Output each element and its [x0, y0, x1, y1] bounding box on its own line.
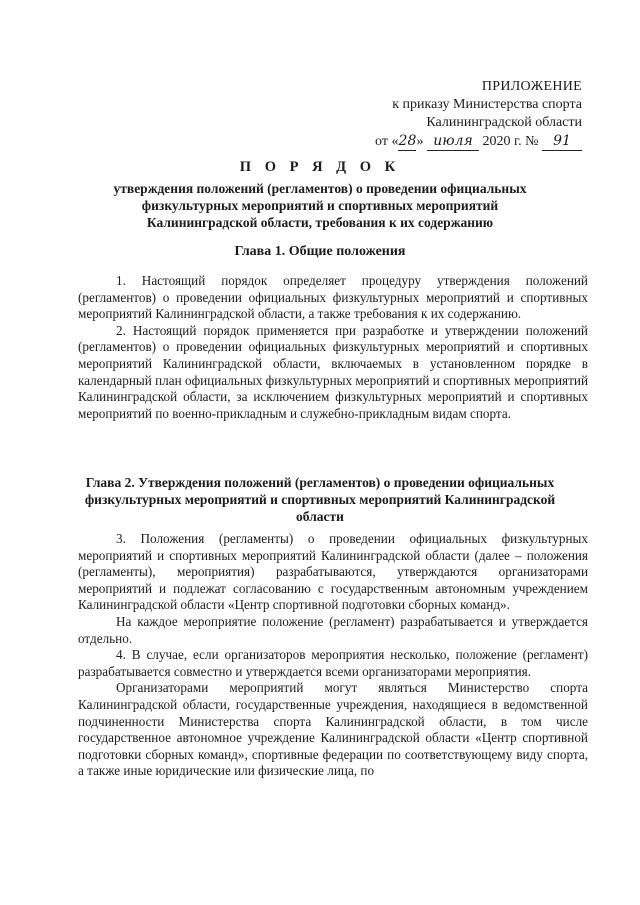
paragraph: 4. В случае, если организаторов мероприятия несколько, положение (регламент) разрабатывается совместно и утверждается всеми организаторами мероприятия. — [78, 647, 588, 679]
document-subtitle: утверждения положений (регламентов) о проведении официальных физкультурных мероприятий и спортивных мероприятий Калининградской области, требования к их содержанию — [113, 181, 527, 230]
paragraph: 3. Положения (регламенты) о проведении официальных физкультурных мероприятий и спортивных мероприятий Калининградской области (далее – положения (регламенты), мероприятия) разрабатываются, утверждаются организаторами мероприятий и подлежат согласованию с государственным автономным учреждением Калининградской области «Центр спортивной подготовки сборных команд». — [78, 531, 588, 613]
paragraph: 1. Настоящий порядок определяет процедуру утверждения положений (регламентов) о проведении официальных физкультурных мероприятий и спортивных мероприятий Калининградской области, а также требования к их содержанию. — [78, 273, 588, 322]
handwritten-month: июля — [427, 132, 479, 151]
appendix-region-line: Калининградской области — [426, 115, 582, 130]
paragraph: 2. Настоящий порядок применяется при разработке и утверждении положений (регламентов) о проведении официальных физкультурных мероприятий и спортивных мероприятий Калининградской области, включаемых в установленном порядке в календарный план официальных физкультурных мероприятий и спортивных мероприятий Калининградской области, за исключением физкультурных мероприятий и спортивных мероприятий по военно-прикладным и служебно-прикладным видам спорта. — [78, 322, 588, 421]
appendix-title: ПРИЛОЖЕНИЕ — [481, 79, 582, 94]
paragraph: Организаторами мероприятий могут являться Министерство спорта Калининградской области, государственные учреждения, находящиеся в ведомственной подчиненности Министерства спорта Калининградской области, в том числе государственное автономное учреждение Калининградской области «Центр спортивной подготовки сборных команд», спортивные федерации по соответствующему виду спорта, а также иные юридические или физические лица, по — [78, 680, 588, 779]
appendix-date-line — [375, 132, 582, 151]
date-suffix: 2020 г. № — [478, 134, 542, 149]
chapter2-heading: Глава 2. Утверждения положений (регламентов) о проведении официальных физкультурных мероприятий и спортивных мероприятий Калининградской области — [84, 475, 556, 524]
chapter2-body — [78, 531, 588, 780]
appendix-header — [375, 78, 582, 151]
date-prefix: от « — [375, 134, 399, 149]
document-title: П О Р Я Д О К — [239, 159, 401, 175]
paragraph: На каждое мероприятие положение (регламент) разрабатывается и утверждается отдельно. — [78, 613, 588, 646]
handwritten-number: 91 — [542, 132, 582, 151]
appendix-order-line: к приказу Министерства спорта — [392, 97, 582, 112]
chapter1-heading: Глава 1. Общие положения — [234, 244, 406, 259]
handwritten-day: 28 — [398, 133, 417, 149]
date-mid: » — [416, 134, 427, 149]
chapter1-body — [78, 273, 588, 422]
